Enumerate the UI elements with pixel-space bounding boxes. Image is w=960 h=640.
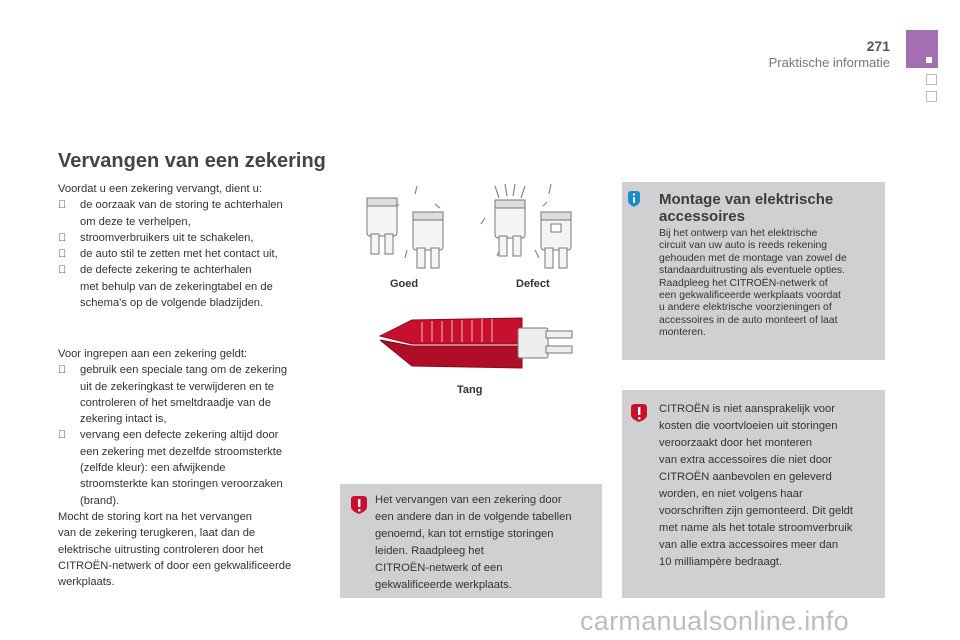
list-item (58, 262, 328, 311)
list-line: de auto stil te zetten met het contact uit, (80, 248, 278, 261)
warning-text (659, 401, 883, 571)
warning-line: veroorzaakt door het monteren (659, 437, 812, 449)
info-title (659, 191, 879, 225)
list-item (58, 427, 328, 508)
list-line: (zelfde kleur): een afwijkende (80, 462, 226, 475)
bullet-icon (58, 197, 66, 213)
para3-line: werkplaats. (58, 576, 115, 589)
nav-square-1 (926, 74, 937, 85)
para3-line: Mocht de storing kort na het vervangen (58, 510, 253, 523)
list-line: een zekering met dezelfde stroomsterkte (80, 445, 283, 458)
page-number: 271 (866, 38, 890, 54)
info-text (659, 228, 883, 340)
info-line: Bij het ontwerp van het elektrische (659, 228, 818, 239)
list-line: vervang een defecte zekering altijd door (80, 429, 279, 442)
info-line: een gekwalificeerde werkplaats voordat (659, 290, 841, 302)
info-line: monteren. (659, 327, 706, 339)
warning-line: CITROËN-netwerk of een (375, 562, 503, 574)
info-line: Raadpleeg het CITROËN-netwerk of (659, 277, 828, 289)
section-tab-marker (926, 57, 932, 63)
page-title: Vervangen van een zekering (58, 150, 326, 172)
info-line: gehouden met de montage van zowel de (659, 252, 847, 264)
section-title: Praktische informatie (768, 55, 890, 70)
warning-box-fuse (340, 484, 602, 598)
list-line: stroomverbruikers uit te schakelen, (80, 231, 254, 244)
warning-line: CITROËN is niet aansprakelijk voor (659, 403, 835, 415)
info-title-line: accessoires (659, 208, 745, 225)
list-line: de defecte zekering te achterhalen (80, 264, 252, 277)
warning-line: kosten die voortvloeien uit storingen (659, 420, 838, 432)
warning-line: van alle extra accessoires meer dan (659, 539, 839, 551)
info-line: accessoires in de auto monteert of laat (659, 314, 838, 326)
list-line: de oorzaak van de storing te achterhalen (80, 199, 283, 212)
defect-label: Defect (516, 278, 550, 290)
left-column-2 (58, 346, 328, 590)
list-line: zekering intact is, (80, 413, 167, 426)
para1-list (58, 197, 328, 311)
bullet-icon (58, 362, 66, 378)
list-item (58, 362, 328, 427)
list-line: schema's op de volgende bladzijden. (80, 297, 264, 310)
warning-line: Het vervangen van een zekering door (375, 494, 562, 506)
warning-text (375, 492, 597, 594)
para3-line: elektrische uitrusting controleren door het (58, 543, 264, 556)
warning-line: voorschriften zijn gemonteerd. Dit geldt (659, 505, 854, 517)
warning-line: van extra accessoires die niet door (659, 454, 832, 466)
list-line: controleren of het smeltdraadje van de (80, 396, 271, 409)
list-line: met behulp van de zekeringtabel en de (80, 280, 273, 293)
list-line: stroomsterkte kan storingen veroorzaken (80, 478, 283, 491)
warning-line: 10 milliampère bedraagt. (659, 556, 783, 568)
warning-line: met name als het totale stroomverbruik (659, 522, 853, 534)
info-box-accessories (622, 182, 885, 360)
fuse-tong-illustration (372, 314, 582, 374)
bullet-icon (58, 427, 66, 443)
tong-label: Tang (457, 384, 483, 396)
left-column (58, 181, 328, 311)
list-line: gebruik een speciale tang om de zekering (80, 364, 288, 377)
good-label: Goed (390, 278, 419, 290)
info-title-line: Montage van elektrische (659, 191, 834, 208)
section-tab (906, 30, 938, 68)
list-item (58, 197, 328, 230)
warning-line: worden, en niet volgens haar (659, 488, 803, 500)
para3-line: van de zekering terugkeren, laat dan de (58, 527, 256, 540)
warning-icon (348, 494, 370, 516)
info-line: standaarduitrusting als eventuele opties. (659, 265, 845, 277)
warning-icon (628, 402, 650, 424)
bullet-icon (58, 262, 66, 278)
watermark: carmanualsonline.info (580, 606, 849, 636)
bullet-icon (58, 246, 66, 262)
warning-box-liability (622, 390, 885, 598)
list-item (58, 230, 328, 246)
warning-line: gekwalificeerde werkplaats. (375, 579, 512, 591)
list-line: (brand). (80, 494, 120, 507)
warning-line: leiden. Raadpleeg het (375, 545, 484, 557)
list-item (58, 246, 328, 262)
para2-intro: Voor ingrepen aan een zekering geldt: (58, 348, 248, 360)
info-icon (626, 190, 642, 208)
warning-line: CITROËN aanbevolen en geleverd (659, 471, 832, 483)
fuse-illustration (355, 178, 580, 278)
info-line: u andere elektrische voorzieningen of (659, 302, 832, 314)
para1-intro: Voordat u een zekering vervangt, dient u: (58, 183, 262, 195)
list-line: om deze te verhelpen, (80, 215, 191, 228)
warning-line: genoemd, kan tot ernstige storingen (375, 528, 554, 540)
info-line: circuit van uw auto is reeds rekening (659, 240, 828, 252)
list-line: uit de zekeringkast te verwijderen en te (80, 380, 275, 393)
bullet-icon (58, 230, 66, 246)
warning-line: een andere dan in de volgende tabellen (375, 511, 572, 523)
para3-line: CITROËN-netwerk of door een gekwalificeerde (58, 559, 292, 572)
nav-square-2 (926, 91, 937, 102)
